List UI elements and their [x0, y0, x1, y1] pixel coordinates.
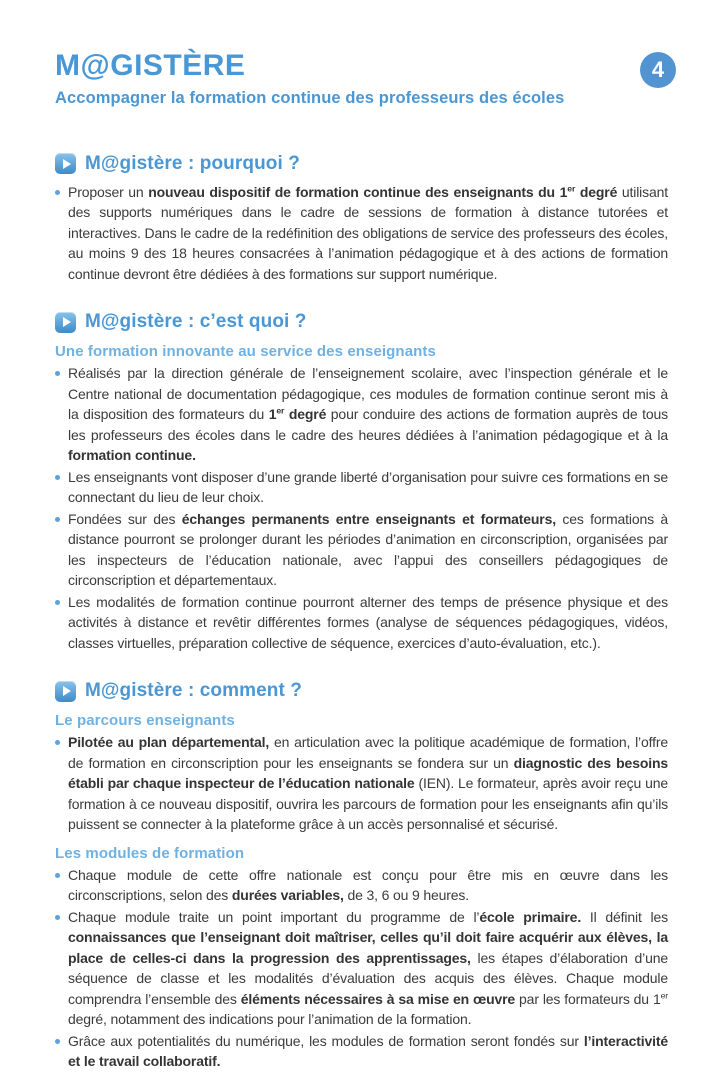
doc-header: [55, 50, 668, 108]
bullet-dot-icon: [55, 517, 60, 522]
section-cest-quoi: [55, 311, 668, 653]
list-item: [55, 732, 668, 835]
section-title: M@gistère : pourquoi ?: [85, 152, 300, 174]
list-item: [55, 907, 668, 1030]
bullet-dot-icon: [55, 873, 60, 878]
bullet-list: [55, 865, 668, 1072]
bullet-text: Grâce aux potentialités du numérique, les modules de formation seront fondés sur l’interactivité et le travail collaboratif.: [68, 1032, 668, 1069]
bullet-dot-icon: [55, 1039, 60, 1044]
play-icon: [55, 681, 76, 702]
page-number-badge: 4: [640, 52, 676, 88]
play-icon: [55, 312, 76, 333]
page-subtitle: Accompagner la formation continue des professeurs des écoles: [55, 88, 565, 107]
section-title: M@gistère : c’est quoi ?: [85, 311, 307, 332]
list-item: [55, 363, 668, 466]
subheading: Les modules de formation: [55, 844, 245, 862]
bullet-text: Pilotée au plan départemental, en articulation avec la politique académique de formation, l’offre de formation en circonscription pour les enseignants se fondera sur un diagnostic des besoins établi par chaque inspecteur de l’éducation nationale (IEN). Le formateur, après avoir reçu une formation à ce nouveau dispositif, ouvrira les parcours de formation pour les enseignants afin qu’ils puissent se connecter à la plateforme grâce à un accès personnalisé et sécurisé.: [68, 734, 669, 832]
subheading: Une formation innovante au service des enseignants: [55, 343, 436, 360]
bullet-dot-icon: [55, 915, 60, 920]
section-header: [55, 680, 668, 702]
bullet-text: Chaque module traite un point important du programme de l’école primaire. Il définit les connaissances que l’enseignant doit maîtriser, celles qu’il doit faire acquérir aux élèves, la place de celles-ci dans la progression des apprentissages, les étapes d’élaboration d’une séquence de classe et les modalités d’évaluation des acquis des élèves. Chaque module comprendra l’ensemble des éléments nécessaires à sa mise en œuvre par les formateurs du 1er degré, notamment des indications pour l’animation de la formation.: [68, 908, 669, 1027]
subheading: Le parcours enseignants: [55, 712, 235, 729]
section-header: [55, 311, 668, 333]
list-item: [55, 592, 668, 654]
bullet-dot-icon: [55, 371, 60, 376]
play-icon: [55, 153, 76, 174]
bullet-dot-icon: [55, 190, 60, 195]
list-item: [55, 1031, 668, 1072]
bullet-dot-icon: [55, 600, 60, 605]
bullet-text: Chaque module de cette offre nationale est conçu pour être mis en œuvre dans les circonscriptions, selon des durées variables, de 3, 6 ou 9 heures.: [68, 866, 668, 903]
list-item: [55, 467, 668, 508]
bullet-text: Proposer un nouveau dispositif de formation continue des enseignants du 1er degré utilisant des supports numériques dans le cadre de sessions de formation à distance tutorées et interactives. Dans le cadre de la redéfinition des obligations de service des professeurs des écoles, au moins 9 des 18 heures consacrées à l’animation pédagogique et à des actions de formation continue devront être dédiées à des formations sur support numérique.: [68, 182, 668, 282]
bullet-text: Les modalités de formation continue pourront alterner des temps de présence physique et des activités à distance et revêtir différentes formes (analyse de séquences pédagogiques, vidéos, classes virtuelles, préparation collective de séquence, exercices d’auto-évaluation, etc.).: [68, 593, 668, 651]
bullet-text: Fondées sur des échanges permanents entre enseignants et formateurs, ces formations à distance pourront se prolonger durant les périodes d’animation en circonscription, organisées par les inspecteurs de l’éducation nationale, avec l’appui des conseillers pédagogiques de circonscription et départementaux.: [68, 510, 668, 588]
section-header: [55, 153, 668, 175]
list-item: [55, 509, 668, 591]
page-title: M@GISTÈRE: [55, 49, 246, 82]
section-comment: [55, 680, 668, 1072]
bullet-list: [55, 363, 668, 653]
bullet-dot-icon: [55, 475, 60, 480]
bullet-text: Réalisés par la direction générale de l’enseignement scolaire, avec l’inspection générale et le Centre national de documentation pédagogique, ces modules de formation continue seront mis à la disposition des formateurs du 1er degré pour conduire des actions de formation auprès de tous les professeurs des écoles dans le cadre des heures dédiées à l’animation pédagogique et à la formation continue.: [68, 365, 668, 463]
list-item: [55, 865, 668, 906]
section-pourquoi: [55, 153, 668, 285]
section-title: M@gistère : comment ?: [85, 680, 302, 701]
bullet-text: Les enseignants vont disposer d’une grande liberté d’organisation pour suivre ces formations en se connectant du lieu de leur choix.: [68, 468, 668, 505]
list-item: [55, 182, 668, 285]
bullet-list: [55, 182, 668, 285]
bullet-dot-icon: [55, 740, 60, 745]
bullet-list: [55, 732, 668, 835]
